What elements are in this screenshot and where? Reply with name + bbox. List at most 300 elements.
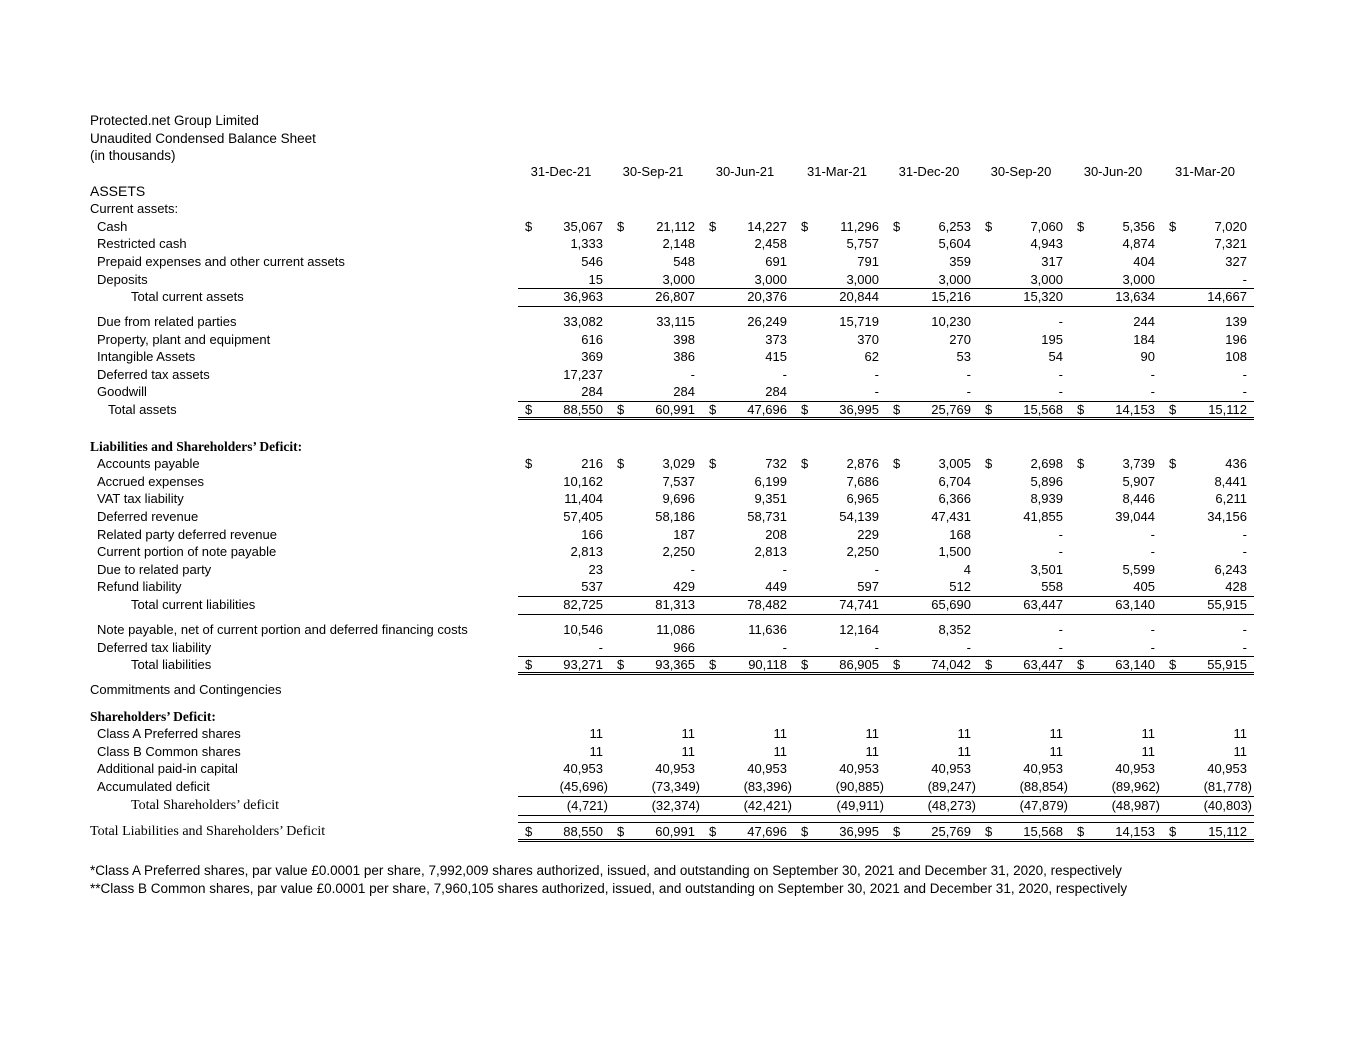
cell-class-a-3: 11 xyxy=(865,726,879,741)
cell-goodwill-3: - xyxy=(874,384,879,399)
row-label-restricted-cash: Restricted cash xyxy=(97,236,187,251)
dollar-sign-total-assets-3: $ xyxy=(801,402,809,417)
cell-deposits-2: 3,000 xyxy=(754,272,787,287)
row-label-deferred-tax-liability: Deferred tax liability xyxy=(97,640,212,655)
cell-accrued-expenses-6: 5,907 xyxy=(1122,474,1155,489)
cell-prepaid-3: 791 xyxy=(857,254,879,269)
cell-deposits-4: 3,000 xyxy=(938,272,971,287)
cell-total-liabilities-4: 74,042 xyxy=(931,657,971,672)
dollar-sign-cash-2: $ xyxy=(709,219,717,234)
cell-intangible-0: 369 xyxy=(581,349,603,364)
cell-class-b-7: 11 xyxy=(1233,744,1247,759)
underline-8 xyxy=(518,672,1254,673)
cell-vat-liability-4: 6,366 xyxy=(938,491,971,506)
cell-due-to-related-4: 4 xyxy=(963,562,971,577)
cell-deferred-tax-assets-0: 17,237 xyxy=(563,367,603,382)
statement-title: Unaudited Condensed Balance Sheet xyxy=(90,131,316,146)
cell-vat-liability-3: 6,965 xyxy=(846,491,879,506)
cell-total-current-liabilities-0: 82,725 xyxy=(563,597,603,612)
cell-total-shareholders-deficit-0: (4,721) xyxy=(566,798,608,813)
dollar-sign-accounts-payable-6: $ xyxy=(1077,456,1085,471)
cell-class-b-5: 11 xyxy=(1049,744,1063,759)
cell-cash-7: 7,020 xyxy=(1214,219,1247,234)
dollar-sign-total-liabilities-deficit-5: $ xyxy=(985,824,993,839)
dollar-sign-total-assets-2: $ xyxy=(709,402,717,417)
cell-accumulated-deficit-5: (88,854) xyxy=(1019,779,1068,794)
dollar-sign-total-assets-1: $ xyxy=(617,402,625,417)
cell-related-deferred-revenue-0: 166 xyxy=(581,527,603,542)
cell-total-liabilities-deficit-1: 60,991 xyxy=(655,824,695,839)
cell-vat-liability-2: 9,351 xyxy=(754,491,787,506)
cell-deferred-tax-liability-7: - xyxy=(1242,640,1247,655)
row-label-accounts-payable: Accounts payable xyxy=(97,456,200,471)
row-label-total-assets: Total assets xyxy=(108,402,177,417)
cell-accrued-expenses-1: 7,537 xyxy=(662,474,695,489)
cell-total-liabilities-0: 93,271 xyxy=(563,657,603,672)
cell-class-b-4: 11 xyxy=(957,744,971,759)
cell-apic-1: 40,953 xyxy=(655,761,695,776)
row-label-apic: Additional paid-in capital xyxy=(97,761,238,776)
cell-accumulated-deficit-3: (90,885) xyxy=(835,779,884,794)
cell-class-a-1: 11 xyxy=(681,726,695,741)
dollar-sign-total-assets-5: $ xyxy=(985,402,993,417)
cell-goodwill-7: - xyxy=(1242,384,1247,399)
row-label-class-a: Class A Preferred shares xyxy=(97,726,241,741)
cell-ppe-4: 270 xyxy=(949,332,971,347)
cell-total-current-assets-4: 15,216 xyxy=(931,289,971,304)
row-label-ppe: Property, plant and equipment xyxy=(97,332,271,347)
row-label-shareholders-heading: Shareholders’ Deficit: xyxy=(90,709,216,724)
column-header-4: 31-Dec-20 xyxy=(898,164,960,179)
cell-total-current-assets-3: 20,844 xyxy=(839,289,879,304)
row-label-current-note-payable: Current portion of note payable xyxy=(97,544,277,559)
cell-class-b-3: 11 xyxy=(865,744,879,759)
dollar-sign-total-liabilities-deficit-7: $ xyxy=(1169,824,1177,839)
cell-total-current-assets-5: 15,320 xyxy=(1023,289,1063,304)
cell-class-a-7: 11 xyxy=(1233,726,1247,741)
cell-related-deferred-revenue-7: - xyxy=(1242,527,1247,542)
cell-apic-0: 40,953 xyxy=(563,761,603,776)
underline-6 xyxy=(518,614,1254,615)
dollar-sign-total-assets-6: $ xyxy=(1077,402,1085,417)
cell-current-note-payable-1: 2,250 xyxy=(662,544,695,559)
underline-5 xyxy=(518,596,1254,597)
cell-restricted-cash-2: 2,458 xyxy=(754,236,787,251)
column-header-1: 30-Sep-21 xyxy=(622,164,684,179)
cell-accumulated-deficit-6: (89,962) xyxy=(1111,779,1160,794)
cell-deferred-revenue-0: 57,405 xyxy=(563,509,603,524)
underline-2 xyxy=(518,401,1254,402)
cell-ppe-3: 370 xyxy=(857,332,879,347)
company-name: Protected.net Group Limited xyxy=(90,113,259,128)
cell-total-assets-1: 60,991 xyxy=(655,402,695,417)
cell-note-payable-net-7: - xyxy=(1242,622,1247,637)
row-label-deferred-tax-assets: Deferred tax assets xyxy=(97,367,210,382)
cell-related-deferred-revenue-1: 187 xyxy=(673,527,695,542)
dollar-sign-cash-1: $ xyxy=(617,219,625,234)
cell-class-b-2: 11 xyxy=(773,744,787,759)
cell-refund-liability-4: 512 xyxy=(949,579,971,594)
column-header-0: 31-Dec-21 xyxy=(530,164,592,179)
cell-deferred-tax-assets-5: - xyxy=(1058,367,1063,382)
cell-deferred-tax-assets-4: - xyxy=(966,367,971,382)
row-label-total-shareholders-deficit: Total Shareholders’ deficit xyxy=(131,798,280,813)
cell-related-deferred-revenue-6: - xyxy=(1150,527,1155,542)
cell-goodwill-6: - xyxy=(1150,384,1155,399)
cell-vat-liability-5: 8,939 xyxy=(1030,491,1063,506)
cell-restricted-cash-7: 7,321 xyxy=(1214,236,1247,251)
cell-accumulated-deficit-1: (73,349) xyxy=(651,779,700,794)
cell-total-liabilities-7: 55,915 xyxy=(1207,657,1247,672)
row-label-deferred-revenue: Deferred revenue xyxy=(97,509,199,524)
row-label-current-assets-heading: Current assets: xyxy=(90,201,179,216)
row-label-due-to-related: Due to related party xyxy=(97,562,212,577)
cell-total-current-assets-7: 14,667 xyxy=(1207,289,1247,304)
cell-ppe-7: 196 xyxy=(1225,332,1247,347)
cell-vat-liability-0: 11,404 xyxy=(564,491,603,506)
cell-vat-liability-1: 9,696 xyxy=(662,491,695,506)
cell-deferred-tax-assets-7: - xyxy=(1242,367,1247,382)
cell-total-liabilities-deficit-7: 15,112 xyxy=(1208,824,1247,839)
row-label-related-deferred-revenue: Related party deferred revenue xyxy=(97,527,277,542)
cell-deferred-tax-liability-0: - xyxy=(598,640,603,655)
cell-total-assets-7: 15,112 xyxy=(1208,402,1247,417)
dollar-sign-accounts-payable-1: $ xyxy=(617,456,625,471)
underline-10 xyxy=(518,796,1254,797)
row-label-accumulated-deficit: Accumulated deficit xyxy=(97,779,210,794)
cell-apic-2: 40,953 xyxy=(747,761,787,776)
cell-deferred-revenue-7: 34,156 xyxy=(1207,509,1247,524)
cell-total-liabilities-deficit-4: 25,769 xyxy=(931,824,971,839)
cell-apic-7: 40,953 xyxy=(1207,761,1247,776)
cell-total-liabilities-1: 93,365 xyxy=(655,657,695,672)
cell-related-deferred-revenue-3: 229 xyxy=(857,527,879,542)
cell-deferred-revenue-1: 58,186 xyxy=(655,509,695,524)
row-label-assets-heading: ASSETS xyxy=(90,183,146,199)
dollar-sign-total-liabilities-deficit-1: $ xyxy=(617,824,625,839)
cell-total-assets-6: 14,153 xyxy=(1115,402,1155,417)
underline-0 xyxy=(518,288,1254,289)
cell-goodwill-1: 284 xyxy=(673,384,695,399)
cell-accumulated-deficit-4: (89,247) xyxy=(927,779,976,794)
footnote-class-b: **Class B Common shares, par value £0.0001 per share, 7,960,105 shares authorized, issued, and outstanding on September 30, 2021 and December 31, 2020, respectively xyxy=(90,881,1128,896)
cell-class-a-6: 11 xyxy=(1141,726,1155,741)
dollar-sign-total-liabilities-deficit-4: $ xyxy=(893,824,901,839)
cell-total-current-liabilities-1: 81,313 xyxy=(655,597,695,612)
cell-prepaid-6: 404 xyxy=(1133,254,1155,269)
cell-prepaid-7: 327 xyxy=(1225,254,1247,269)
cell-deposits-5: 3,000 xyxy=(1030,272,1063,287)
dollar-sign-cash-4: $ xyxy=(893,219,901,234)
cell-refund-liability-3: 597 xyxy=(857,579,879,594)
cell-apic-3: 40,953 xyxy=(839,761,879,776)
column-header-2: 30-Jun-21 xyxy=(715,164,775,179)
dollar-sign-total-assets-7: $ xyxy=(1169,402,1177,417)
dollar-sign-total-liabilities-6: $ xyxy=(1077,657,1085,672)
cell-intangible-4: 53 xyxy=(956,349,971,364)
cell-total-current-assets-1: 26,807 xyxy=(655,289,695,304)
cell-class-a-5: 11 xyxy=(1049,726,1063,741)
cell-total-current-liabilities-4: 65,690 xyxy=(931,597,971,612)
cell-accounts-payable-3: 2,876 xyxy=(846,456,879,471)
cell-total-shareholders-deficit-7: (40,803) xyxy=(1203,798,1252,813)
cell-due-from-related-3: 15,719 xyxy=(839,314,879,329)
cell-deferred-tax-assets-6: - xyxy=(1150,367,1155,382)
dollar-sign-accounts-payable-5: $ xyxy=(985,456,993,471)
cell-deferred-tax-liability-6: - xyxy=(1150,640,1155,655)
cell-total-liabilities-deficit-0: 88,550 xyxy=(563,824,603,839)
dollar-sign-cash-7: $ xyxy=(1169,219,1177,234)
underline-7 xyxy=(518,656,1254,657)
cell-total-shareholders-deficit-1: (32,374) xyxy=(651,798,700,813)
row-label-total-current-assets: Total current assets xyxy=(131,289,244,304)
dollar-sign-total-liabilities-2: $ xyxy=(709,657,717,672)
cell-ppe-1: 398 xyxy=(673,332,695,347)
cell-total-current-assets-6: 13,634 xyxy=(1115,289,1155,304)
cell-cash-1: 21,112 xyxy=(656,219,695,234)
underline-14 xyxy=(518,841,1254,842)
cell-current-note-payable-5: - xyxy=(1058,544,1063,559)
cell-refund-liability-7: 428 xyxy=(1225,579,1247,594)
cell-total-assets-3: 36,995 xyxy=(839,402,879,417)
underline-12 xyxy=(518,822,1254,823)
cell-deferred-revenue-6: 39,044 xyxy=(1115,509,1155,524)
cell-total-liabilities-6: 63,140 xyxy=(1115,657,1155,672)
cell-due-from-related-5: - xyxy=(1058,314,1063,329)
cell-total-shareholders-deficit-2: (42,421) xyxy=(743,798,792,813)
cell-class-a-2: 11 xyxy=(773,726,787,741)
cell-cash-2: 14,227 xyxy=(747,219,787,234)
cell-current-note-payable-3: 2,250 xyxy=(846,544,879,559)
cell-ppe-2: 373 xyxy=(765,332,787,347)
cell-note-payable-net-4: 8,352 xyxy=(938,622,971,637)
cell-total-current-assets-0: 36,963 xyxy=(563,289,603,304)
cell-due-to-related-6: 5,599 xyxy=(1122,562,1155,577)
cell-total-assets-0: 88,550 xyxy=(563,402,603,417)
cell-class-b-6: 11 xyxy=(1141,744,1155,759)
cell-intangible-5: 54 xyxy=(1048,349,1063,364)
cell-restricted-cash-1: 2,148 xyxy=(662,236,695,251)
cell-class-b-1: 11 xyxy=(681,744,695,759)
cell-deferred-tax-liability-2: - xyxy=(782,640,787,655)
dollar-sign-total-liabilities-5: $ xyxy=(985,657,993,672)
cell-deposits-0: 15 xyxy=(588,272,603,287)
cell-refund-liability-0: 537 xyxy=(581,579,603,594)
cell-total-liabilities-deficit-3: 36,995 xyxy=(839,824,879,839)
row-label-commitments: Commitments and Contingencies xyxy=(90,682,282,697)
dollar-sign-total-liabilities-3: $ xyxy=(801,657,809,672)
cell-accrued-expenses-3: 7,686 xyxy=(846,474,879,489)
dollar-sign-total-assets-0: $ xyxy=(525,402,533,417)
cell-deferred-revenue-5: 41,855 xyxy=(1023,509,1063,524)
cell-accounts-payable-6: 3,739 xyxy=(1122,456,1155,471)
row-label-refund-liability: Refund liability xyxy=(97,579,182,594)
cell-due-to-related-2: - xyxy=(782,562,787,577)
dollar-sign-total-liabilities-1: $ xyxy=(617,657,625,672)
cell-apic-5: 40,953 xyxy=(1023,761,1063,776)
cell-due-from-related-0: 33,082 xyxy=(563,314,603,329)
cell-cash-0: 35,067 xyxy=(563,219,603,234)
row-label-total-liabilities: Total liabilities xyxy=(131,657,212,672)
cell-deferred-tax-liability-4: - xyxy=(966,640,971,655)
dollar-sign-accounts-payable-2: $ xyxy=(709,456,717,471)
cell-restricted-cash-5: 4,943 xyxy=(1030,236,1063,251)
cell-cash-3: 11,296 xyxy=(840,219,879,234)
dollar-sign-total-liabilities-4: $ xyxy=(893,657,901,672)
underline-1 xyxy=(518,306,1254,307)
cell-restricted-cash-3: 5,757 xyxy=(846,236,879,251)
cell-due-to-related-7: 6,243 xyxy=(1214,562,1247,577)
cell-related-deferred-revenue-5: - xyxy=(1058,527,1063,542)
cell-deferred-revenue-4: 47,431 xyxy=(931,509,971,524)
cell-total-assets-4: 25,769 xyxy=(931,402,971,417)
cell-due-to-related-3: - xyxy=(874,562,879,577)
column-header-3: 31-Mar-21 xyxy=(807,164,867,179)
cell-note-payable-net-1: 11,086 xyxy=(656,622,695,637)
column-header-5: 30-Sep-20 xyxy=(990,164,1052,179)
cell-related-deferred-revenue-2: 208 xyxy=(765,527,787,542)
cell-refund-liability-5: 558 xyxy=(1041,579,1063,594)
cell-accumulated-deficit-2: (83,396) xyxy=(743,779,792,794)
cell-accounts-payable-5: 2,698 xyxy=(1030,456,1063,471)
cell-due-from-related-4: 10,230 xyxy=(931,314,971,329)
cell-total-current-liabilities-6: 63,140 xyxy=(1115,597,1155,612)
dollar-sign-accounts-payable-7: $ xyxy=(1169,456,1177,471)
cell-accrued-expenses-7: 8,441 xyxy=(1214,474,1247,489)
row-label-total-current-liabilities: Total current liabilities xyxy=(131,597,256,612)
row-label-note-payable-net: Note payable, net of current portion and deferred financing costs xyxy=(97,622,468,637)
underline-13 xyxy=(518,839,1254,840)
cell-prepaid-0: 546 xyxy=(581,254,603,269)
row-label-intangible: Intangible Assets xyxy=(97,349,196,364)
cell-refund-liability-1: 429 xyxy=(673,579,695,594)
cell-deferred-tax-liability-5: - xyxy=(1058,640,1063,655)
cell-due-to-related-1: - xyxy=(690,562,695,577)
cell-due-from-related-1: 33,115 xyxy=(656,314,695,329)
row-label-due-from-related: Due from related parties xyxy=(97,314,237,329)
cell-deferred-revenue-2: 58,731 xyxy=(747,509,787,524)
dollar-sign-total-liabilities-deficit-6: $ xyxy=(1077,824,1085,839)
cell-ppe-6: 184 xyxy=(1133,332,1155,347)
underline-9 xyxy=(518,674,1254,675)
cell-due-to-related-0: 23 xyxy=(588,562,603,577)
underline-3 xyxy=(518,417,1254,418)
dollar-sign-total-liabilities-deficit-0: $ xyxy=(525,824,533,839)
dollar-sign-cash-3: $ xyxy=(801,219,809,234)
cell-accrued-expenses-0: 10,162 xyxy=(563,474,603,489)
cell-goodwill-0: 284 xyxy=(581,384,603,399)
units-note: (in thousands) xyxy=(90,148,176,163)
cell-total-current-liabilities-5: 63,447 xyxy=(1023,597,1063,612)
cell-intangible-3: 62 xyxy=(864,349,879,364)
row-label-liabilities-heading: Liabilities and Shareholders’ Deficit: xyxy=(90,439,303,454)
cell-due-from-related-2: 26,249 xyxy=(747,314,787,329)
cell-accounts-payable-1: 3,029 xyxy=(662,456,695,471)
cell-goodwill-4: - xyxy=(966,384,971,399)
dollar-sign-accounts-payable-3: $ xyxy=(801,456,809,471)
cell-total-shareholders-deficit-3: (49,911) xyxy=(836,798,884,813)
cell-note-payable-net-5: - xyxy=(1058,622,1063,637)
dollar-sign-total-liabilities-deficit-2: $ xyxy=(709,824,717,839)
column-header-6: 30-Jun-20 xyxy=(1083,164,1143,179)
cell-deposits-3: 3,000 xyxy=(846,272,879,287)
cell-apic-6: 40,953 xyxy=(1115,761,1155,776)
cell-class-b-0: 11 xyxy=(589,744,603,759)
cell-total-assets-2: 47,696 xyxy=(747,402,787,417)
cell-total-shareholders-deficit-5: (47,879) xyxy=(1019,798,1068,813)
cell-total-current-liabilities-7: 55,915 xyxy=(1207,597,1247,612)
cell-total-shareholders-deficit-4: (48,273) xyxy=(927,798,976,813)
cell-total-liabilities-deficit-6: 14,153 xyxy=(1115,824,1155,839)
cell-restricted-cash-6: 4,874 xyxy=(1122,236,1155,251)
cell-intangible-7: 108 xyxy=(1225,349,1247,364)
cell-accounts-payable-7: 436 xyxy=(1225,456,1247,471)
cell-prepaid-2: 691 xyxy=(765,254,787,269)
cell-accrued-expenses-4: 6,704 xyxy=(938,474,971,489)
cell-restricted-cash-4: 5,604 xyxy=(938,236,971,251)
cell-class-a-0: 11 xyxy=(589,726,603,741)
cell-total-shareholders-deficit-6: (48,987) xyxy=(1111,798,1160,813)
cell-deposits-1: 3,000 xyxy=(662,272,695,287)
cell-accounts-payable-0: 216 xyxy=(581,456,603,471)
cell-cash-6: 5,356 xyxy=(1122,219,1155,234)
underline-4 xyxy=(518,419,1254,420)
cell-accounts-payable-2: 732 xyxy=(765,456,787,471)
cell-deposits-7: - xyxy=(1242,272,1247,287)
cell-total-liabilities-3: 86,905 xyxy=(839,657,879,672)
cell-ppe-5: 195 xyxy=(1041,332,1063,347)
row-label-class-b: Class B Common shares xyxy=(97,744,241,759)
cell-vat-liability-6: 8,446 xyxy=(1122,491,1155,506)
cell-total-liabilities-deficit-2: 47,696 xyxy=(747,824,787,839)
cell-note-payable-net-6: - xyxy=(1150,622,1155,637)
cell-class-a-4: 11 xyxy=(957,726,971,741)
cell-due-from-related-7: 139 xyxy=(1225,314,1247,329)
cell-current-note-payable-7: - xyxy=(1242,544,1247,559)
cell-restricted-cash-0: 1,333 xyxy=(570,236,603,251)
cell-cash-5: 7,060 xyxy=(1030,219,1063,234)
cell-deposits-6: 3,000 xyxy=(1122,272,1155,287)
cell-ppe-0: 616 xyxy=(581,332,603,347)
cell-total-liabilities-5: 63,447 xyxy=(1023,657,1063,672)
dollar-sign-total-liabilities-7: $ xyxy=(1169,657,1177,672)
cell-prepaid-5: 317 xyxy=(1041,254,1063,269)
dollar-sign-accounts-payable-0: $ xyxy=(525,456,533,471)
cell-deferred-tax-assets-3: - xyxy=(874,367,879,382)
cell-prepaid-4: 359 xyxy=(949,254,971,269)
cell-deferred-tax-liability-3: - xyxy=(874,640,879,655)
dollar-sign-total-liabilities-0: $ xyxy=(525,657,533,672)
cell-goodwill-5: - xyxy=(1058,384,1063,399)
row-label-prepaid: Prepaid expenses and other current assets xyxy=(97,254,345,269)
dollar-sign-total-liabilities-deficit-3: $ xyxy=(801,824,809,839)
cell-accrued-expenses-5: 5,896 xyxy=(1030,474,1063,489)
cell-total-liabilities-2: 90,118 xyxy=(748,657,787,672)
cell-note-payable-net-0: 10,546 xyxy=(563,622,603,637)
cell-total-current-assets-2: 20,376 xyxy=(747,289,787,304)
row-label-deposits: Deposits xyxy=(97,272,148,287)
dollar-sign-cash-5: $ xyxy=(985,219,993,234)
cell-total-current-liabilities-2: 78,482 xyxy=(747,597,787,612)
cell-deferred-tax-assets-1: - xyxy=(690,367,695,382)
cell-prepaid-1: 548 xyxy=(673,254,695,269)
cell-current-note-payable-0: 2,813 xyxy=(570,544,603,559)
dollar-sign-cash-6: $ xyxy=(1077,219,1085,234)
cell-intangible-2: 415 xyxy=(765,349,787,364)
row-label-goodwill: Goodwill xyxy=(97,384,147,399)
cell-total-assets-5: 15,568 xyxy=(1023,402,1063,417)
cell-refund-liability-6: 405 xyxy=(1133,579,1155,594)
